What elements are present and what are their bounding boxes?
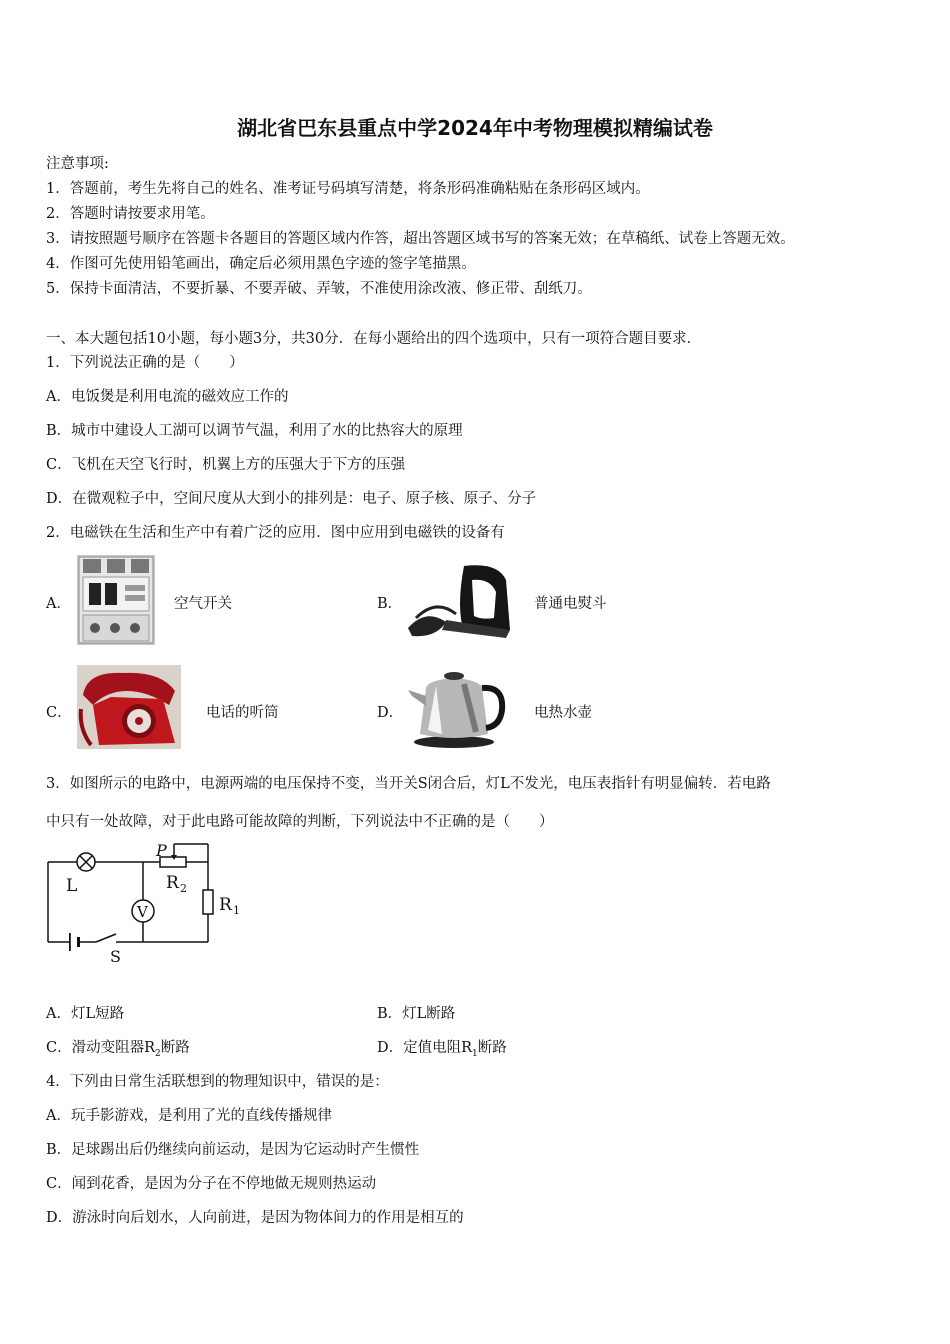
- section-heading: 一、本大题包括10小题，每小题3分，共30分．在每小题给出的四个选项中，只有一项符合题目要求．: [46, 331, 702, 347]
- q2-option-a-letter: A．: [46, 596, 71, 612]
- label-r1-sub: 1: [233, 904, 240, 917]
- q1-option-c: C．飞机在天空飞行时，机翼上方的压强大于下方的压强: [46, 457, 406, 473]
- q3-option-b: B．灯L断路: [377, 1006, 456, 1022]
- notes-heading: 注意事项:: [46, 156, 109, 172]
- resistor-r1-symbol: [203, 890, 213, 914]
- q2-option-b-letter: B．: [377, 596, 403, 612]
- label-p: P: [156, 841, 167, 860]
- q4-option-b: B．足球踢出后仍继续向前运动，是因为它运动时产生惯性: [46, 1142, 420, 1158]
- note-item: 2．答题时请按要求用笔。: [46, 206, 215, 222]
- note-item: 4．作图可先使用铅笔画出，确定后必须用黑色字迹的签字笔描黑。: [46, 256, 476, 272]
- label-lamp-l: L: [66, 876, 78, 896]
- note-item: 5．保持卡面清洁，不要折暴、不要弄破、弄皱，不准使用涂改液、修正带、刮纸刀。: [46, 281, 592, 297]
- q2-stem: 2．电磁铁在生活和生产中有着广泛的应用．图中应用到电磁铁的设备有: [46, 525, 505, 541]
- q2-option-d-letter: D．: [377, 705, 404, 721]
- iron-image: [406, 558, 512, 644]
- label-s: S: [110, 947, 121, 966]
- q1-option-b: B．城市中建设人工湖可以调节气温，利用了水的比热容大的原理: [46, 423, 463, 439]
- q3-option-c: C．滑动变阻器$R_2$断路: [46, 1040, 190, 1059]
- q1-stem: 1．下列说法正确的是（ ）: [46, 355, 244, 371]
- label-r2-sub: 2: [180, 882, 187, 895]
- switch-symbol: [96, 934, 116, 942]
- kettle-image: [406, 662, 508, 750]
- label-v: V: [137, 903, 148, 921]
- air-switch-image: [77, 555, 155, 645]
- note-item: 3．请按照题号顺序在答题卡各题目的答题区域内作答，超出答题区域书写的答案无效；在草稿纸、试卷上答题无效。: [46, 231, 795, 247]
- note-item: 1．答题前，考生先将自己的姓名、准考证号码填写清楚，将条形码准确粘贴在条形码区域内。: [46, 181, 650, 197]
- label-r1: R: [219, 895, 232, 915]
- q4-option-d: D．游泳时向后划水，人向前进，是因为物体间力的作用是相互的: [46, 1210, 464, 1226]
- q2-option-d-label: 电热水壶: [534, 705, 592, 721]
- q1-option-d: D．在微观粒子中，空间尺度从大到小的排列是：电子、原子核、原子、分子: [46, 491, 537, 507]
- q2-option-b-label: 普通电熨斗: [534, 596, 607, 612]
- telephone-image: [77, 665, 181, 749]
- q1-option-a: A．电饭煲是利用电流的磁效应工作的: [46, 389, 289, 405]
- page-title: 湖北省巴东县重点中学2024年中考物理模拟精编试卷: [237, 116, 713, 140]
- q4-stem: 4．下列由日常生活联想到的物理知识中，错误的是：: [46, 1074, 389, 1090]
- q2-option-c-label: 电话的听筒: [206, 705, 279, 721]
- q3-option-d: D．定值电阻$R_1$断路: [377, 1040, 507, 1059]
- q4-option-c: C．闻到花香，是因为分子在不停地做无规则热运动: [46, 1176, 377, 1192]
- q2-option-c-letter: C．: [46, 705, 72, 721]
- q2-option-a-label: 空气开关: [174, 596, 232, 612]
- circuit-diagram: [40, 838, 260, 968]
- q3-option-a: A．灯L短路: [46, 1006, 125, 1022]
- q3-stem-line2: 中只有一处故障，对于此电路可能故障的判断，下列说法中不正确的是（ ）: [46, 814, 554, 830]
- battery-short-plate: [77, 937, 80, 947]
- q3-stem-line1: 3．如图所示的电路中，电源两端的电压保持不变，当开关S闭合后，灯L不发光，电压表指针有明显偏转．若电路: [46, 776, 771, 792]
- battery-long-plate: [69, 933, 71, 951]
- label-r2: R: [166, 873, 179, 893]
- q4-option-a: A．玩手影游戏，是利用了光的直线传播规律: [46, 1108, 332, 1124]
